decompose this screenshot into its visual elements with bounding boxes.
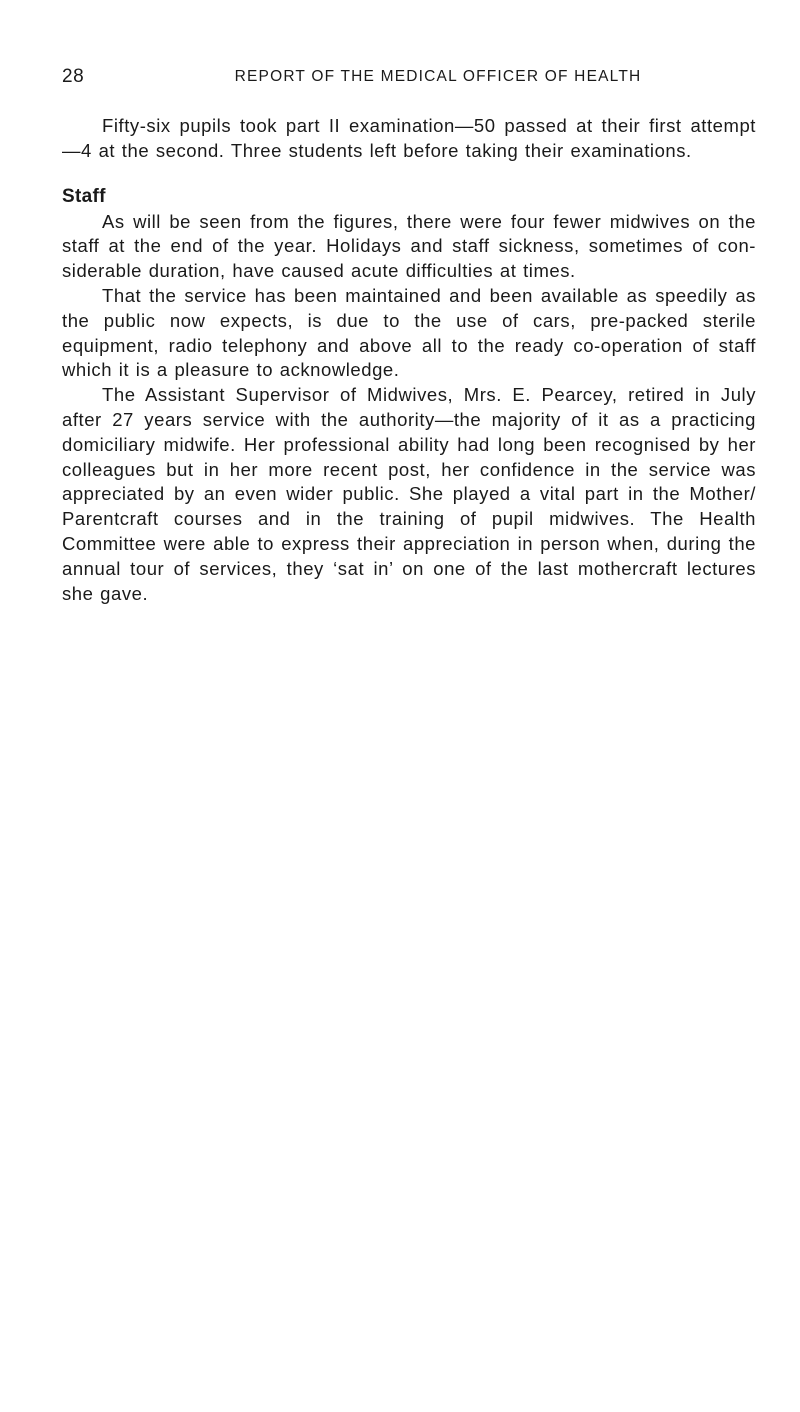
paragraph: The Assistant Supervisor of Midwives, Mrs. E. Pearcey, retired in July after 27 years service with the authority—the majority of it as a practicing domiciliary midwife. Her professional ability had long been recognised by her colleagues but in her more recent post, her confidence in the service was appreciated by an even wider public. She played a vital part in the Mother/ Parentcraft courses and in the training of pupil midwives. The Health Committee were able to express their appreciation in person when, during the annual tour of services, they ‘sat in’ on one of the last mothercraft lectures she gave. <box>62 384 756 604</box>
section-heading: Staff <box>62 185 106 207</box>
paragraph: As will be seen from the figures, there were four fewer midwives on the staff at the end of the year. Holidays and staff sickness, sometimes of con-siderable duration, have caused acute difficulties at times. <box>62 210 756 282</box>
running-header <box>62 66 754 90</box>
body-text <box>62 114 756 606</box>
paragraph: That the service has been maintained and been available as speedily as the public now expects, is due to the use of cars, pre-packed sterile equipment, radio telephony and above all to the ready co-operation of staff which it is a pleasure to acknowledge. <box>62 284 756 381</box>
intro-paragraph: Fifty-six pupils took part II examination—50 passed at their first attempt —4 at the second. Three students left before taking their examinations. <box>62 115 756 161</box>
page-number: 28 <box>62 66 85 87</box>
running-title: REPORT OF THE MEDICAL OFFICER OF HEALTH <box>234 68 642 85</box>
